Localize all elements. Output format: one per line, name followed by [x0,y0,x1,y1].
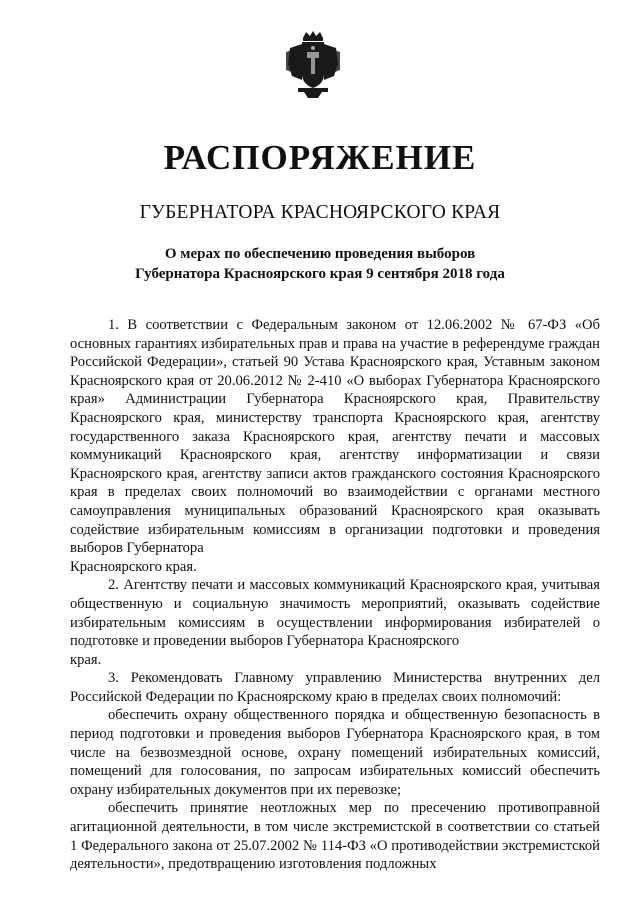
document-title: РАСПОРЯЖЕНИЕ [163,138,477,177]
heading-line-2: Губернатора Красноярского края 9 сентября 2018 года [135,266,505,282]
paragraph-3: 3. Рекомендовать Главному управлению Министерства внутренних дел Российской Федерации по Красноярскому краю в пределах своих полномочий: [70,670,600,705]
paragraph-1: 1. В соответствии с Федеральным законом от 12.06.2002 № 67-ФЗ «Об основных гарантиях избирательных прав и права на участие в референдуме граждан Российской Федерации», статьей 90 Устава Красноярского края, Уставным законом Красноярского края от 20.06.2012 № 2-410 «О выборах Губернатора Красноярского края» Администрации Губернатора Красноярского края, Правительству Красноярского края, министерству транспорта Красноярского края, агентству государственного заказа Красноярского края, агентству печати и массовых коммуникаций Красноярского края, агентству информатизации и связи Красноярского края, агентству записи актов гражданского состояния Красноярского края в пределах своих полномочий во взаимодействии с органами местного самоуправления муниципальных образований Красноярского края оказывать содействие избирательным комиссиям в организации подготовки и проведения выборов Губернатора [70,317,600,557]
paragraph-1-end: Красноярского края. [70,558,197,575]
document-body [70,316,600,874]
document-subtitle: ГУБЕРНАТОРА КРАСНОЯРСКОГО КРАЯ [139,202,501,223]
heading-line-1: О мерах по обеспечению проведения выборов [164,246,476,262]
paragraph-2: 2. Агентству печати и массовых коммуникаций Красноярского края, учитывая общественную и социальную значимость мероприятий, оказывать содействие избирательным комиссиям в осуществлении информирования избирателей о подготовке и проведении выборов Губернатора Красноярского [70,577,600,650]
paragraph-3-item-2: обеспечить принятие неотложных мер по пресечению противоправной агитационной деятельности, в том числе экстремистской в соответствии со статьей 1 Федерального закона от 25.07.2002 № 114-ФЗ «О противодействии экстремистской деятельности», предотвращению изготовления подложных [70,800,600,873]
paragraph-3-item-1: обеспечить охрану общественного порядка и общественную безопасность в период подготовки и проведения выборов Губернатора Красноярского края, в том числе на безвозмездной основе, охрану помещений избирательных комиссий, помещений для голосования, по запросам избирательных комиссий обеспечить охрану избирательных документов при их перевозке; [70,707,600,798]
paragraph-2-end: края. [70,651,102,668]
coat-of-arms-emblem [286,30,340,100]
document-heading [0,244,640,284]
